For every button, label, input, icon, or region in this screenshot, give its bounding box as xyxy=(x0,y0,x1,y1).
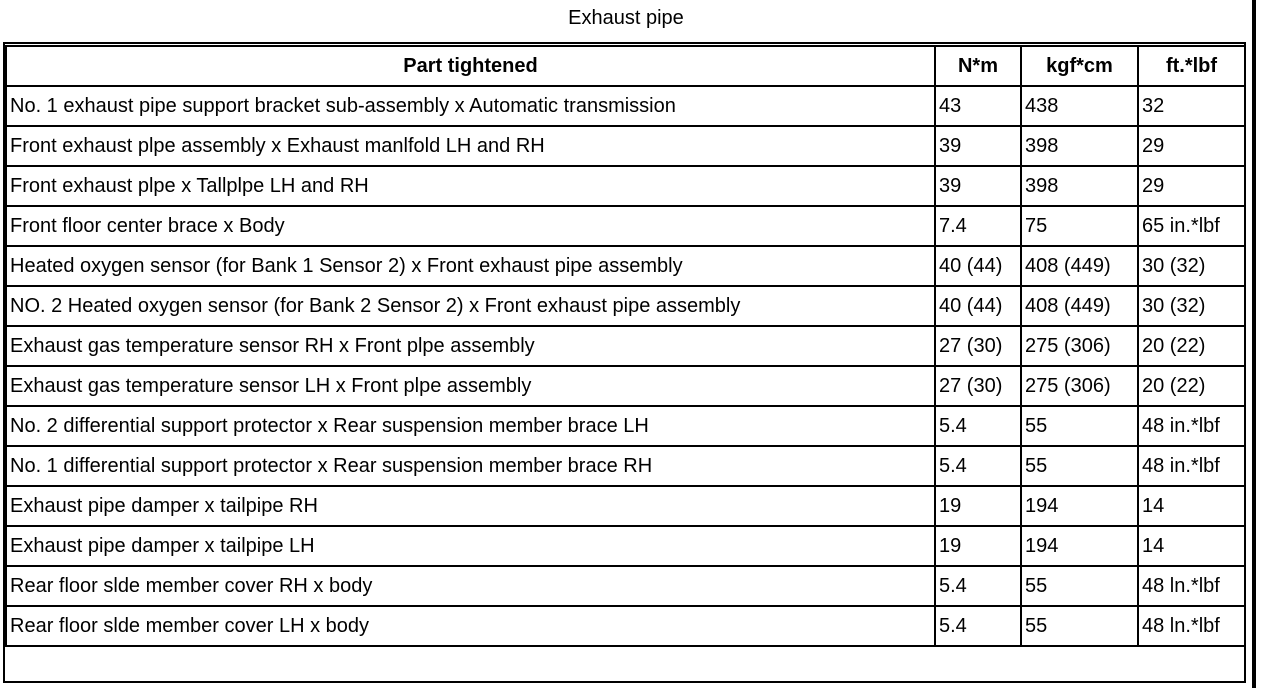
cell-kgf-cm: 55 xyxy=(1021,606,1138,646)
cell-part-tightened: Exhaust gas temperature sensor RH x Front plpe assembly xyxy=(6,326,935,366)
cell-part-tightened: Front exhaust plpe assembly x Exhaust manlfold LH and RH xyxy=(6,126,935,166)
table-row xyxy=(6,366,1245,406)
cell-kgf-cm: 398 xyxy=(1021,126,1138,166)
cell-kgf-cm: 75 xyxy=(1021,206,1138,246)
cell-ft-lbf: 20 (22) xyxy=(1138,326,1245,366)
cell-ft-lbf: 14 xyxy=(1138,486,1245,526)
table-row xyxy=(6,326,1245,366)
cell-ft-lbf: 30 (32) xyxy=(1138,286,1245,326)
cell-part-tightened: Exhaust pipe damper x tailpipe LH xyxy=(6,526,935,566)
header-nm: N*m xyxy=(935,46,1021,86)
cell-part-tightened: Front floor center brace x Body xyxy=(6,206,935,246)
cell-ft-lbf: 32 xyxy=(1138,86,1245,126)
cell-nm: 27 (30) xyxy=(935,366,1021,406)
cell-ft-lbf: 20 (22) xyxy=(1138,366,1245,406)
cell-kgf-cm: 194 xyxy=(1021,526,1138,566)
table-row xyxy=(6,166,1245,206)
cell-nm: 27 (30) xyxy=(935,326,1021,366)
cell-part-tightened: Heated oxygen sensor (for Bank 1 Sensor 2) x Front exhaust pipe assembly xyxy=(6,246,935,286)
table-row xyxy=(6,406,1245,446)
cell-part-tightened: Rear floor slde member cover RH x body xyxy=(6,566,935,606)
cell-part-tightened: Front exhaust plpe x Tallplpe LH and RH xyxy=(6,166,935,206)
cell-ft-lbf: 48 in.*lbf xyxy=(1138,406,1245,446)
cell-ft-lbf: 48 ln.*lbf xyxy=(1138,606,1245,646)
cell-part-tightened: No. 1 exhaust pipe support bracket sub-assembly x Automatic transmission xyxy=(6,86,935,126)
page-edge-rule xyxy=(1252,0,1256,688)
cell-nm: 5.4 xyxy=(935,446,1021,486)
table-row xyxy=(6,206,1245,246)
cell-nm: 5.4 xyxy=(935,566,1021,606)
cell-part-tightened: Rear floor slde member cover LH x body xyxy=(6,606,935,646)
cell-ft-lbf: 30 (32) xyxy=(1138,246,1245,286)
cell-kgf-cm: 408 (449) xyxy=(1021,246,1138,286)
table-caption: Exhaust pipe xyxy=(568,7,684,29)
table-row xyxy=(6,486,1245,526)
cell-kgf-cm: 275 (306) xyxy=(1021,326,1138,366)
table-body xyxy=(6,86,1245,646)
cell-nm: 19 xyxy=(935,526,1021,566)
cell-part-tightened: Exhaust pipe damper x tailpipe RH xyxy=(6,486,935,526)
table-row xyxy=(6,446,1245,486)
cell-ft-lbf: 48 in.*lbf xyxy=(1138,446,1245,486)
table-row xyxy=(6,246,1245,286)
cell-kgf-cm: 275 (306) xyxy=(1021,366,1138,406)
cell-part-tightened: No. 2 differential support protector x Rear suspension member brace LH xyxy=(6,406,935,446)
cell-nm: 40 (44) xyxy=(935,286,1021,326)
header-row xyxy=(6,46,1245,86)
cell-kgf-cm: 194 xyxy=(1021,486,1138,526)
cell-nm: 40 (44) xyxy=(935,246,1021,286)
cell-kgf-cm: 55 xyxy=(1021,446,1138,486)
cell-part-tightened: Exhaust gas temperature sensor LH x Front plpe assembly xyxy=(6,366,935,406)
table-row xyxy=(6,526,1245,566)
cell-kgf-cm: 55 xyxy=(1021,566,1138,606)
cell-nm: 39 xyxy=(935,166,1021,206)
cell-kgf-cm: 438 xyxy=(1021,86,1138,126)
table-row xyxy=(6,286,1245,326)
cell-kgf-cm: 398 xyxy=(1021,166,1138,206)
cell-ft-lbf: 14 xyxy=(1138,526,1245,566)
table-row xyxy=(6,126,1245,166)
table-row xyxy=(6,86,1245,126)
cell-ft-lbf: 65 in.*lbf xyxy=(1138,206,1245,246)
cell-nm: 7.4 xyxy=(935,206,1021,246)
cell-nm: 43 xyxy=(935,86,1021,126)
cell-ft-lbf: 29 xyxy=(1138,126,1245,166)
cell-part-tightened: No. 1 differential support protector x Rear suspension member brace RH xyxy=(6,446,935,486)
table-row xyxy=(6,606,1245,646)
cell-kgf-cm: 408 (449) xyxy=(1021,286,1138,326)
cell-ft-lbf: 29 xyxy=(1138,166,1245,206)
table-row xyxy=(6,566,1245,606)
cell-nm: 39 xyxy=(935,126,1021,166)
cell-nm: 19 xyxy=(935,486,1021,526)
cell-kgf-cm: 55 xyxy=(1021,406,1138,446)
header-ft-lbf: ft.*lbf xyxy=(1138,46,1245,86)
cell-ft-lbf: 48 ln.*lbf xyxy=(1138,566,1245,606)
torque-specification-table xyxy=(5,45,1246,647)
header-kgf-cm: kgf*cm xyxy=(1021,46,1138,86)
header-part-tightened: Part tightened xyxy=(6,46,935,86)
cell-nm: 5.4 xyxy=(935,606,1021,646)
cell-part-tightened: NO. 2 Heated oxygen sensor (for Bank 2 Sensor 2) x Front exhaust pipe assembly xyxy=(6,286,935,326)
cell-nm: 5.4 xyxy=(935,406,1021,446)
